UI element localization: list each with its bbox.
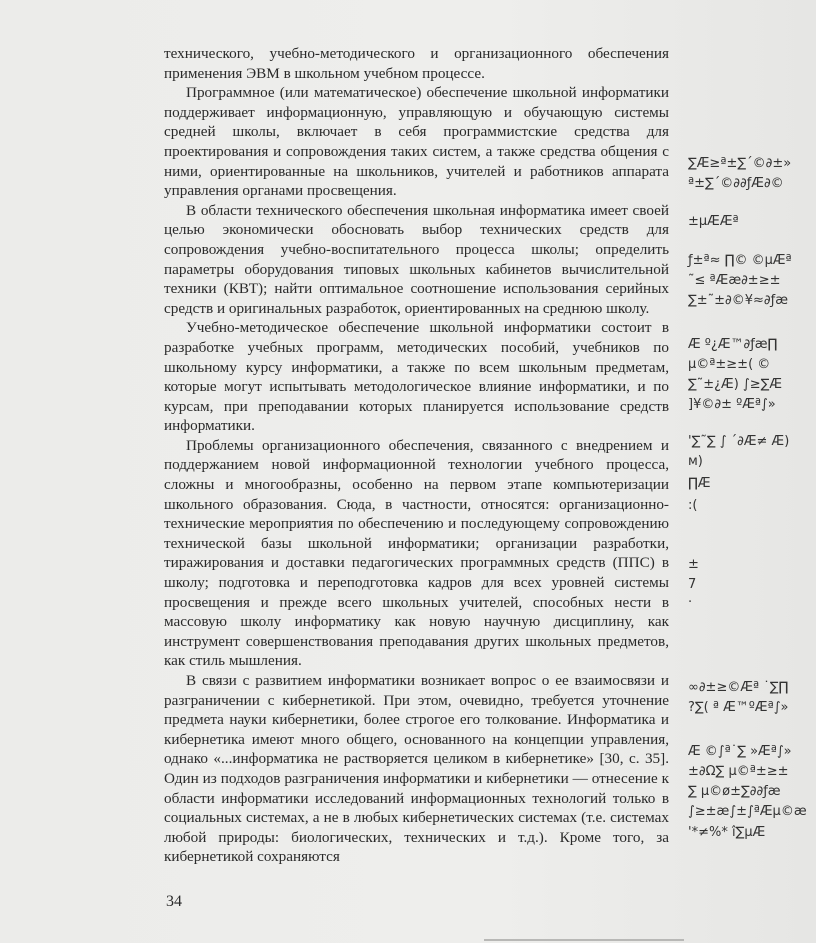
bleed-line: ± [688,557,699,572]
bleed-line: м) [688,454,703,469]
bleed-line: µ©ª±≥±( © [688,357,771,372]
bleed-line: '*≠%* î∑µÆ [688,825,766,840]
bleed-line: ∏Æ [688,476,711,491]
paragraph: Учебно-методическое обеспечение школьной информатики состоит в разработке учебных программ, методических пособий, учебников по школьному курсу информатики, а также по всем школьным предметам, которые могут испытывать методологическое влияние информатики, и по курсам, при преподавании которых планируется использование средств информатики. [164,319,669,435]
scan-edge-rule [484,939,684,941]
bleed-line: Æ º¿Æ™∂ƒæ∏ [688,337,778,352]
bleed-line: ±µÆÆª [688,214,739,229]
bleed-line: :( [688,498,698,513]
bleed-line: '∑˜∑ ∫ ´∂Æ≠ Æ) [688,434,790,449]
paragraph: В связи с развитием информатики возникает вопрос о ее взаимосвязи и разграничении с кибернетикой. При этом, очевидно, требуется уточнение предмета науки кибернетики, более строгое его толкование. Информатика и кибернетика имеют много общего, основанного на концепции управления, однако «...информатика не растворяется целиком в кибернетике» [30, с. 35]. Один из подходов разграничения информатики и кибернетики — отнесение к области информатики исследований информационных технологий только в социальных системах, а не в любых кибернетических системах (т.е. системах любой природы: биологических, технических и т.д.). Кроме того, за кибернетикой сохраняются [164,672,669,866]
body-text [164,44,669,867]
page-number: 34 [166,893,182,910]
bleed-line: ?∑( ª Æ™ºÆª∫» [688,700,789,715]
paragraph: Программное (или математическое) обеспечение школьной информатики поддерживает информационную, управляющую и обучающую системы средней школы, включает в себя программистские средства для проектирования и сопровождения таких систем, а также средства общения с ними, ориентированные на школьников, учителей и работников аппарата управления органами просвещения. [164,84,669,200]
bleed-line: ∑±˜±∂©¥≈∂ƒæ [688,293,788,308]
bleed-line: · [688,595,693,610]
bleed-line: ∞∂±≥©Æª ˙∑∏ [688,680,789,695]
bleed-line: ª±∑´©∂∂ƒÆ∂© [688,176,784,191]
bleed-line: ∑˜±¿Æ) ∫≥∑Æ [688,377,783,392]
bleed-line: ∑Æ≥ª±∑´©∂±» [688,156,792,171]
bleed-line: ƒ±ª≈ ∏© ©µÆª [688,253,792,268]
bleed-line: ]¥©∂± ºÆª∫» [688,397,776,412]
paragraph: технического, учебно-методического и организационного обеспечения применения ЭВМ в школьном учебном процессе. [164,45,669,82]
bleed-line: ∫≥±æ∫±∫ªÆµ©æ [688,804,807,819]
bleed-line: Æ ©∫ª˙∑ »Æª∫» [688,744,792,759]
paragraph: В области технического обеспечения школьная информатика имеет своей целью экономически обосновать выбор технических средств для сопровождения учебно-воспитательного процесса школы; определить параметры оборудования типовых школьных кабинетов вычислительной техники (КВТ); найти оптимальное соотношение использования серийных средств и оригинальных разработок, ориентированных на среднюю школу. [164,201,669,317]
bleed-line: ˜≤ ªÆæ∂±≥± [688,273,781,288]
bleed-line: 7 [688,577,697,592]
paragraph: Проблемы организационного обеспечения, связанного с внедрением и поддержанием новой информационной технологии учебного процесса, сложны и многообразны, особенно на первом этапе компьютеризации школьного образования. Сюда, в частности, относятся: организационно-технические мероприятия по обеспечению и последующему сопровождению технической базы школьной информатики; организации разработки, тиражирования и доставки педагогических программных средств (ППС) в школу; подготовка и переподготовка кадров для всех уровней системы просвещения и прежде всего школьных учителей, способных нести в массовую школу информатику как новую научную дисциплину, как инструмент совершенствования преподавания других школьных предметов, как стиль мышления. [164,436,669,670]
bleed-line: ±∂Ω∑ µ©ª±≥± [688,764,789,779]
bleed-through-text [682,0,816,943]
bleed-line: ∑ µ©ø±∑∂∂ƒæ [688,784,781,799]
